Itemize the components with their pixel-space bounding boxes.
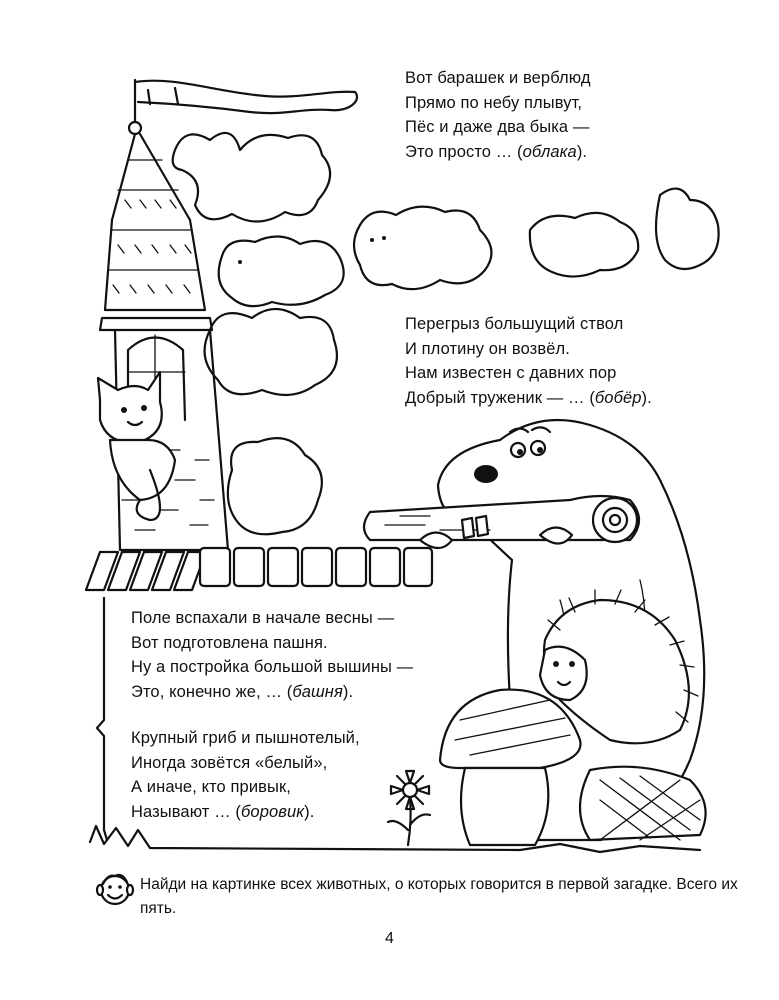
riddle-line-suffix: ). xyxy=(576,142,588,161)
riddle-line: Поле вспахали в начале весны — xyxy=(131,609,395,627)
riddle-line: Пёс и даже два быка — xyxy=(405,118,590,136)
page-number: 4 xyxy=(385,930,394,947)
riddle-line: Вот подготовлена пашня. xyxy=(131,633,328,652)
riddle-answer: боровик xyxy=(241,802,305,821)
riddle-line: Нам известен с давних пор xyxy=(405,364,617,382)
riddle-line-suffix: ). xyxy=(304,802,315,821)
riddle-line: Вот барашек и верблюд xyxy=(405,69,591,87)
riddle-line-prefix: Это просто … ( xyxy=(405,142,523,161)
riddle-line-suffix: ). xyxy=(641,388,652,407)
riddle-line: Иногда зовётся «белый», xyxy=(131,753,328,772)
riddle-last-line xyxy=(405,140,591,165)
riddle-line: Перегрыз большущий ствол xyxy=(405,315,624,333)
cat-illustration xyxy=(98,372,175,520)
riddle-line: А иначе, кто привык, xyxy=(131,778,291,796)
roof-planks-illustration xyxy=(86,548,432,590)
riddle-last-line xyxy=(405,386,652,411)
riddle-line-suffix: ). xyxy=(342,682,354,701)
riddle-line: И плотину он возвёл. xyxy=(405,339,570,358)
riddle-answer: башня xyxy=(292,682,343,701)
riddle-line: Ну а постройка большой вышины — xyxy=(131,658,414,676)
riddle-line: Прямо по небу плывут, xyxy=(405,93,583,112)
riddle-line-prefix: Добрый труженик — … ( xyxy=(405,388,595,407)
riddle-last-line xyxy=(131,800,360,825)
riddle-answer: облака xyxy=(522,142,577,161)
riddle-line: Крупный гриб и пышнотелый, xyxy=(131,729,360,747)
riddle-line-prefix: Это, конечно же, … ( xyxy=(131,682,293,701)
riddle-answer: бобёр xyxy=(594,388,642,407)
riddle-last-line xyxy=(131,680,413,705)
riddle-beaver xyxy=(405,312,652,410)
riddle-mushroom xyxy=(131,726,360,824)
riddle-tower xyxy=(131,606,413,704)
task-text: Найди на картинке всех животных, о которых говорится в первой загадке. Всего их пять. xyxy=(140,876,738,917)
flower-illustration xyxy=(388,771,430,845)
riddle-line-prefix: Называют … ( xyxy=(131,802,242,821)
riddle-clouds xyxy=(405,66,591,164)
child-face-icon xyxy=(97,875,133,904)
